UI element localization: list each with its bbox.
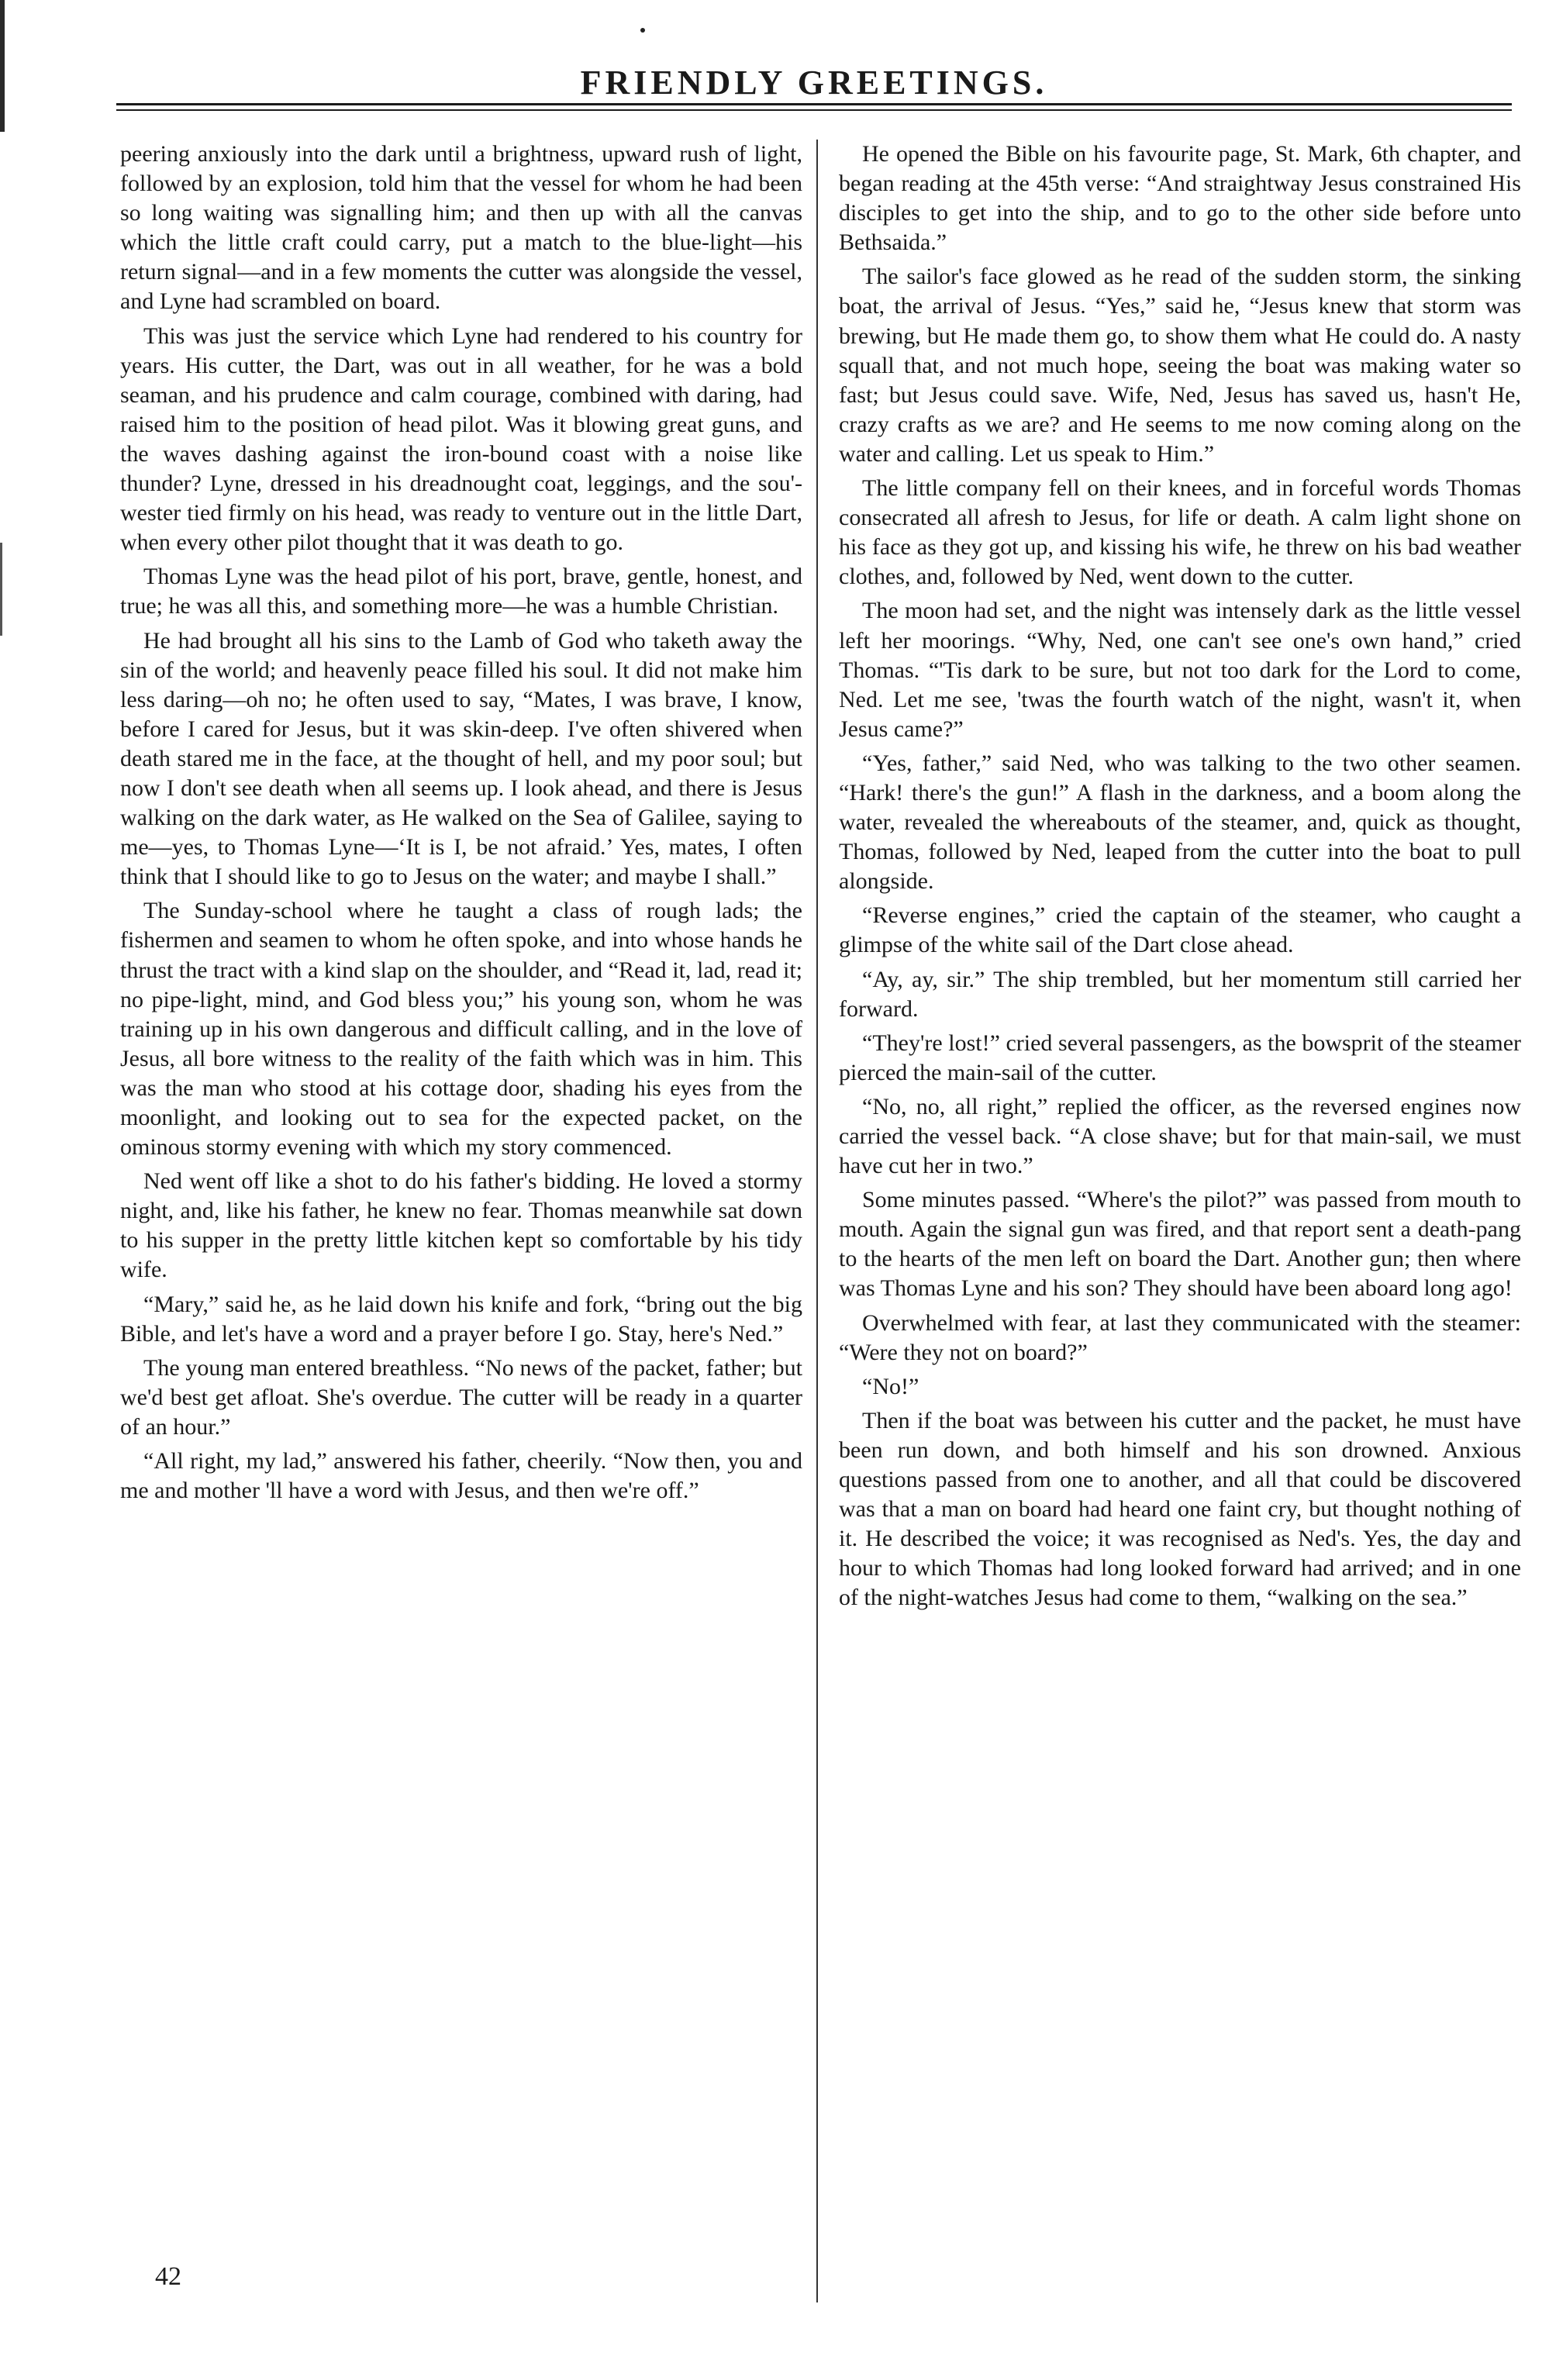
binding-edge-mark — [0, 0, 5, 132]
paragraph: The little company fell on their knees, and in forceful words Thomas consecrated all afresh to Jesus, for life or death. A calm light shone on his face as they got up, and kissing his wife, he threw on his bad weather clothes, and, followed by Ned, went down to the cutter. — [839, 475, 1521, 590]
paragraph: “Reverse engines,” cried the captain of the steamer, who caught a glimpse of the white sail of the Dart close ahead. — [839, 902, 1521, 958]
paragraph: Then if the boat was between his cutter and the packet, he must have been run down, and both himself and his son drowned. Anxious questions passed from one to another, and all that could be discovered was that a man on board had heard one faint cry, but thought nothing of it. He described the voice; it was recognised as Ned's. Yes, the day and hour to which Thomas had long looked forward had arrived; and in one of the night-watches Jesus had come to them, “walking on the sea.” — [839, 1407, 1521, 1611]
paragraph: Thomas Lyne was the head pilot of his port, brave, gentle, honest, and true; he was all this, and something more—he was a humble Christian. — [120, 564, 802, 619]
paragraph: “They're lost!” cried several passengers, as the bowsprit of the steamer pierced the main-sail of the cutter. — [839, 1030, 1521, 1085]
page-number: 42 — [155, 2262, 181, 2291]
print-dot — [640, 28, 645, 33]
left-column — [120, 140, 802, 1510]
paragraph: peering anxiously into the dark until a brightness, upward rush of light, followed by an explosion, told him that the vessel for whom he had been so long waiting was signalling him; and then up with all the canvas which the little craft could carry, put a match to the blue-light—his return signal—and in a few moments the cutter was alongside the vessel, and Lyne had scrambled on board. — [120, 141, 802, 315]
paragraph: This was just the service which Lyne had rendered to his country for years. His cutter, the Dart, was out in all weather, for he was a bold seaman, and his prudence and calm courage, combined with daring, had raised him to the position of head pilot. Was it blowing great guns, and the waves dashing against the iron-bound coast with a noise like thunder? Lyne, dressed in his dreadnought coat, leggings, and the sou'-wester tied firmly on his head, was ready to venture out in the little Dart, when every other pilot thought that it was death to go. — [120, 323, 802, 556]
paragraph: He had brought all his sins to the Lamb of God who taketh away the sin of the world; and heavenly peace filled his soul. It did not make him less daring—oh no; he often used to say, “Mates, I was brave, I know, before I cared for Jesus, but it was skin-deep. I've often shivered when death stared me in the face, at the thought of hell, and my poor soul; but now I don't see death when all seems up. I look ahead, and there is Jesus walking on the dark water, as He walked on the Sea of Galilee, saying to me—yes, to Thomas Lyne—‘It is I, be not afraid.’ Yes, mates, I often think that I should like to go to Jesus on the water; and maybe I shall.” — [120, 627, 802, 890]
paragraph: The sailor's face glowed as he read of the sudden storm, the sinking boat, the arrival of Jesus. “Yes,” said he, “Jesus knew that storm was brewing, but He made them go, to show them what He could do. A nasty squall that, and not much hope, seeing the boat was making water so fast; but Jesus could save. Wife, Ned, Jesus has saved us, hasn't He, crazy crafts as we are? and He seems to me now coming along on the water and calling. Let us speak to Him.” — [839, 264, 1521, 467]
paragraph: He opened the Bible on his favourite page, St. Mark, 6th chapter, and began reading at the 45th verse: “And straightway Jesus constrained His disciples to get into the ship, and to go to the other side before unto Bethsaida.” — [839, 141, 1521, 256]
paragraph: The Sunday-school where he taught a class of rough lads; the fishermen and seamen to whom he often spoke, and into whose hands he thrust the tract with a kind slap on the shoulder, and “Read it, lad, read it; no pipe-light, mind, and God bless you;” his young son, whom he was training up in his own dangerous and difficult calling, and in the love of Jesus, all bore witness to the reality of the faith which was in him. This was the man who stood at his cottage door, shading his eyes from the moonlight, and looking out to sea for the expected packet, on the ominous stormy evening with which my story commenced. — [120, 898, 802, 1161]
paragraph: “No, no, all right,” replied the officer, as the reversed engines now carried the vessel back. “A close shave; but for that main-sail, we must have cut her in two.” — [839, 1093, 1521, 1179]
paragraph: Overwhelmed with fear, at last they communicated with the steamer: “Were they not on board?” — [839, 1309, 1521, 1365]
paragraph: The young man entered breathless. “No news of the packet, father; but we'd best get afloat. She's overdue. The cutter will be ready in a quarter of an hour.” — [120, 1354, 802, 1440]
right-column — [839, 140, 1521, 1618]
header-rule-thick — [116, 103, 1512, 105]
running-header: FRIENDLY GREETINGS. — [580, 64, 1048, 102]
paragraph: “No!” — [862, 1373, 919, 1399]
paragraph: The moon had set, and the night was intensely dark as the little vessel left her moorings. “Why, Ned, one can't see one's own hand,” cried Thomas. “'Tis dark to be sure, but not too dark for the Lord to come, Ned. Let me see, 'twas the fourth watch of the night, wasn't it, when Jesus came?” — [839, 598, 1521, 742]
paragraph: Some minutes passed. “Where's the pilot?” was passed from mouth to mouth. Again the signal gun was fired, and that report sent a death-pang to the hearts of the men left on board the Dart. Another gun; then where was Thomas Lyne and his son? They should have been aboard long ago! — [839, 1187, 1521, 1302]
binding-edge-mark — [0, 543, 2, 636]
column-divider — [816, 140, 818, 2302]
paragraph: “All right, my lad,” answered his father, cheerily. “Now then, you and me and mother 'll have a word with Jesus, and then we're off.” — [120, 1448, 802, 1504]
paragraph: “Mary,” said he, as he laid down his knife and fork, “bring out the big Bible, and let's have a word and a prayer before I go. Stay, here's Ned.” — [120, 1291, 802, 1347]
header-rule-thin — [116, 109, 1512, 111]
paragraph: Ned went off like a shot to do his father's bidding. He loved a stormy night, and, like his father, he knew no fear. Thomas meanwhile sat down to his supper in the pretty little kitchen kept so comfortable by his tidy wife. — [120, 1168, 802, 1283]
paragraph: “Yes, father,” said Ned, who was talking to the two other seamen. “Hark! there's the gun!” A flash in the darkness, and a boom along the water, revealed the whereabouts of the steamer, and, quick as thought, Thomas, followed by Ned, leaped from the cutter into the boat to pull alongside. — [839, 750, 1521, 895]
paragraph: “Ay, ay, sir.” The ship trembled, but her momentum still carried her forward. — [839, 966, 1521, 1022]
